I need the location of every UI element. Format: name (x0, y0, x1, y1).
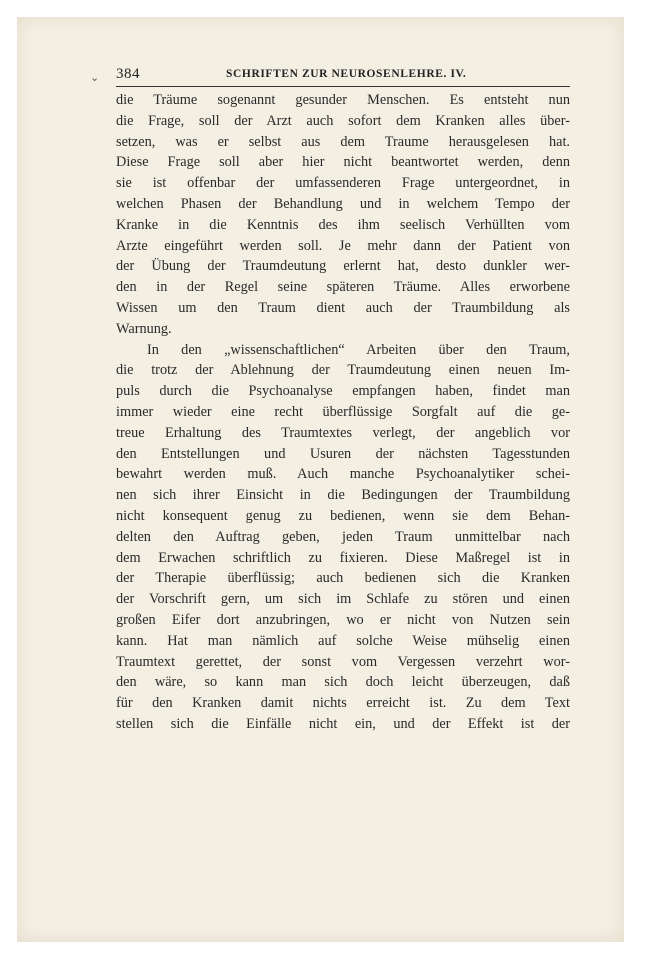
text-line: immer wieder eine recht überflüssige Sorgfalt auf die ge- (116, 403, 570, 420)
text-line: den in der Regel seine späteren Träume. Alles erworbene (116, 279, 570, 296)
text-line: Wissen um den Traum dient auch der Traumbildung als (116, 299, 570, 316)
text-line: treue Erhaltung des Traumtextes verlegt, der angeblich vor (116, 424, 570, 441)
text-line: der Übung der Traumdeutung erlernt hat, desto dunkler wer- (116, 258, 570, 275)
text-line: welchen Phasen der Behandlung und in welchem Tempo der (116, 195, 570, 212)
text-line: Kranke in die Kenntnis des ihm seelisch Verhüllten vom (116, 216, 570, 233)
text-line: nen sich ihrer Einsicht in die Bedingungen der Traumbildung (116, 487, 570, 504)
page-header (116, 64, 570, 87)
text-line: den Entstellungen und Usuren der nächsten Tagesstunden (116, 445, 570, 462)
text-line: der Vorschrift gern, um sich im Schlafe zu stören und einen (116, 591, 570, 608)
text-line: setzen, was er selbst aus dem Traume herausgelesen hat. (116, 133, 570, 150)
text-line: dem Erwachen schriftlich zu fixieren. Diese Maßregel ist in (116, 549, 570, 566)
text-line: die Träume sogenannt gesunder Menschen. Es entsteht nun (116, 92, 570, 108)
text-line: für den Kranken damit nichts erreicht ist. Zu dem Text (116, 695, 570, 712)
text-line: den wäre, so kann man sich doch leicht überzeugen, daß (116, 674, 570, 691)
text-line: delten den Auftrag geben, jeden Traum unmittelbar nach (116, 528, 570, 545)
running-title: SCHRIFTEN ZUR NEUROSENLEHRE. IV. (226, 68, 467, 80)
page-number: 384 (116, 66, 140, 82)
text-line: großen Eifer dort anzubringen, wo er nicht von Nutzen sein (116, 611, 570, 628)
text-line: Traumtext gerettet, der sonst vom Vergessen verzehrt wor- (116, 653, 570, 670)
text-line: sie ist offenbar der umfassenderen Frage untergeordnet, in (116, 175, 570, 192)
paragraph-start-line: In den „wissenschaftlichen“ Arbeiten über den Traum, (147, 341, 570, 358)
text-line: stellen sich die Einfälle nicht ein, und der Effekt ist der (116, 715, 570, 732)
text-line: bewahrt werden muß. Auch manche Psychoanalytiker schei- (116, 466, 570, 483)
paragraph-end-line: Warnung. (116, 320, 172, 337)
text-line: nicht konsequent genug zu bedienen, wenn sie dem Behan- (116, 507, 570, 524)
body-text (116, 90, 570, 735)
text-line: puls durch die Psychoanalyse empfangen haben, findet man (116, 383, 570, 400)
text-line: Diese Frage soll aber hier nicht beantwortet werden, denn (116, 154, 570, 171)
margin-mark: ⌄ (90, 71, 100, 84)
text-line: Arzte eingeführt werden soll. Je mehr dann der Patient von (116, 237, 570, 254)
text-line: kann. Hat man nämlich auf solche Weise mühselig einen (116, 632, 570, 649)
text-line: die Frage, soll der Arzt auch sofort dem Kranken alles über- (116, 112, 570, 129)
text-line: der Therapie überflüssig; auch bedienen sich die Kranken (116, 570, 570, 587)
text-line: die trotz der Ablehnung der Traumdeutung einen neuen Im- (116, 362, 570, 379)
